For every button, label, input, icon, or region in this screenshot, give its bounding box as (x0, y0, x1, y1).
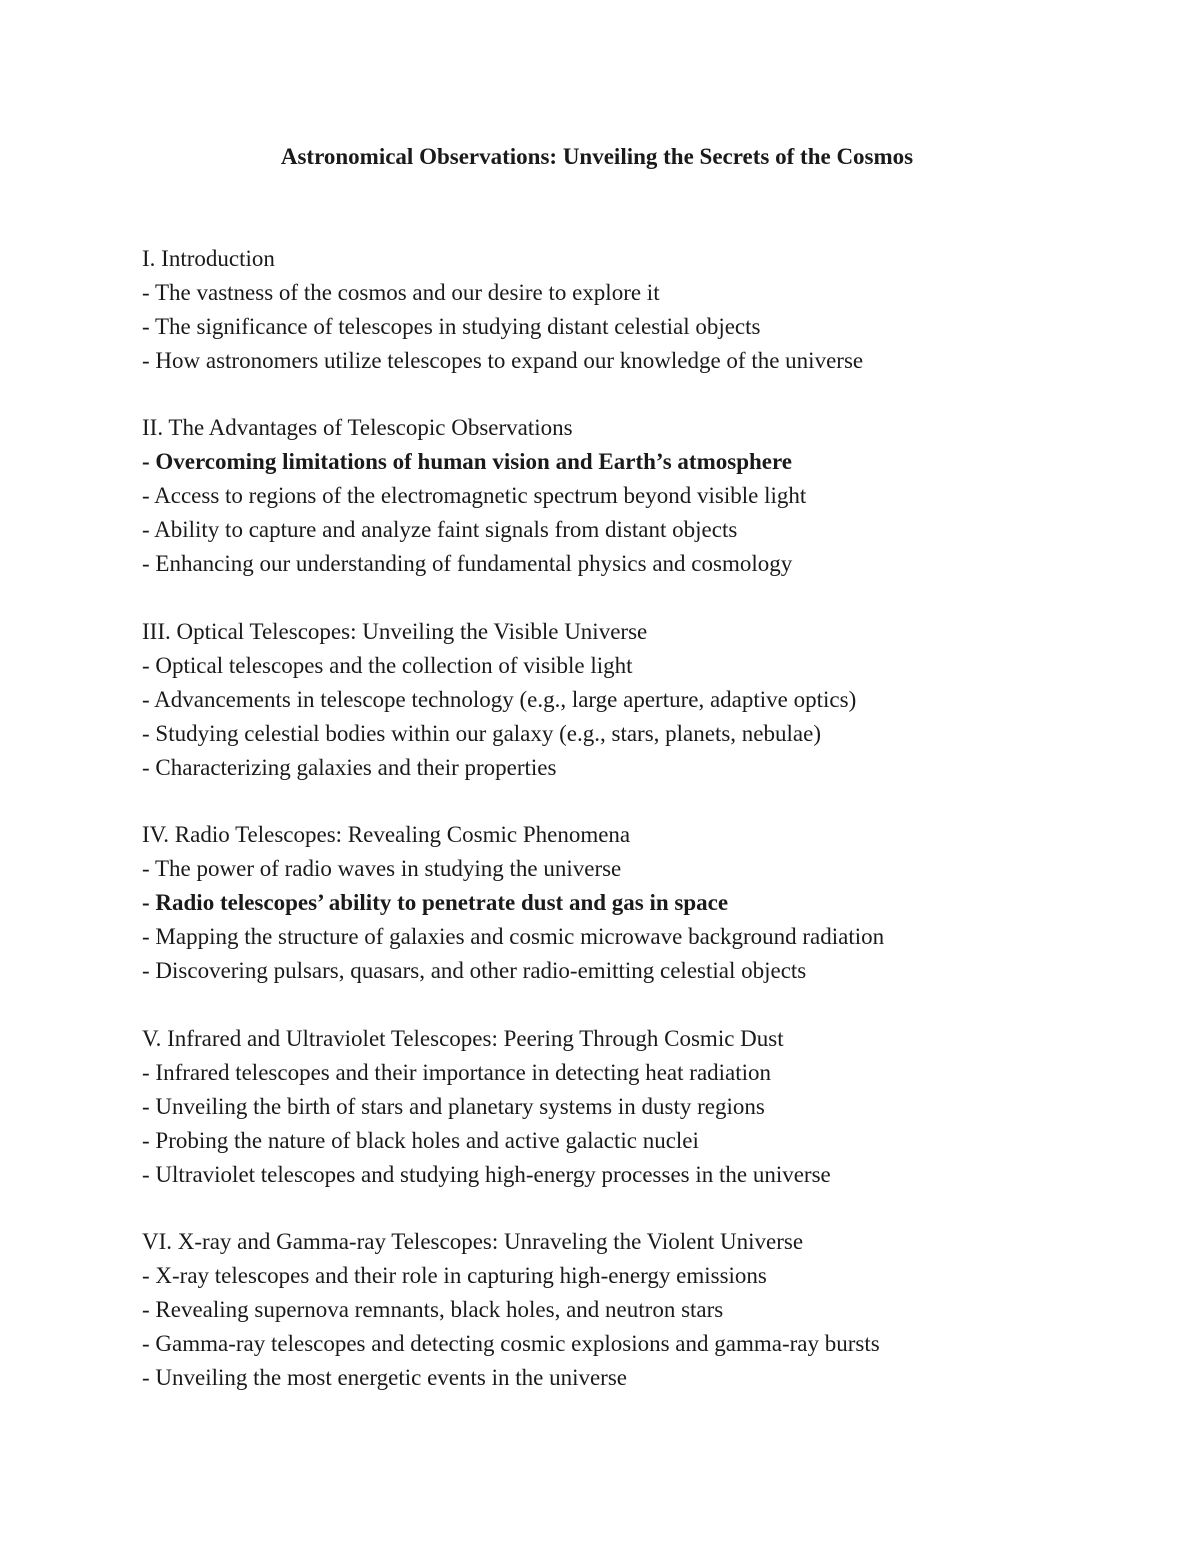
list-item: - Overcoming limitations of human vision and Earth’s atmosphere (142, 449, 792, 475)
document-title: Astronomical Observations: Unveiling the Secrets of the Cosmos (280, 144, 914, 169)
list-item: - Unveiling the birth of stars and planetary systems in dusty regions (142, 1093, 765, 1119)
list-item: - Discovering pulsars, quasars, and other radio-emitting celestial objects (142, 958, 807, 984)
section-xray-gamma (142, 1225, 1162, 1395)
list-item: - Enhancing our understanding of fundamental physics and cosmology (142, 551, 793, 577)
list-item: - X-ray telescopes and their role in capturing high-energy emissions (142, 1262, 767, 1288)
list-item: - The power of radio waves in studying the universe (142, 856, 622, 882)
list-item: - The significance of telescopes in studying distant celestial objects (142, 314, 761, 339)
section-advantages (142, 411, 1162, 581)
list-item: - Studying celestial bodies within our galaxy (e.g., stars, planets, nebulae) (142, 720, 821, 746)
list-item: - Unveiling the most energetic events in the universe (142, 1364, 627, 1390)
section-infrared-ultraviolet (142, 1022, 1162, 1192)
list-item: - Characterizing galaxies and their properties (142, 754, 557, 780)
list-item: - Gamma-ray telescopes and detecting cosmic explosions and gamma-ray bursts (142, 1330, 880, 1356)
list-item: - Optical telescopes and the collection of visible light (142, 652, 633, 678)
section-heading: V. Infrared and Ultraviolet Telescopes: Peering Through Cosmic Dust (142, 1025, 784, 1051)
list-item: - How astronomers utilize telescopes to expand our knowledge of the universe (142, 348, 864, 373)
section-heading: VI. X-ray and Gamma-ray Telescopes: Unraveling the Violent Universe (142, 1228, 804, 1254)
list-item: - Advancements in telescope technology (e.g., large aperture, adaptive optics) (142, 686, 857, 712)
list-item: - Ultraviolet telescopes and studying high-energy processes in the universe (142, 1161, 831, 1187)
section-heading: III. Optical Telescopes: Unveiling the Visible Universe (142, 618, 648, 644)
list-item: - The vastness of the cosmos and our desire to explore it (142, 280, 660, 305)
section-heading: IV. Radio Telescopes: Revealing Cosmic Phenomena (142, 822, 631, 848)
section-heading: II. The Advantages of Telescopic Observations (142, 415, 573, 441)
list-item: - Radio telescopes’ ability to penetrate dust and gas in space (142, 890, 729, 916)
section-radio-telescopes (142, 818, 1162, 988)
section-introduction (142, 242, 1162, 378)
list-item: - Access to regions of the electromagnetic spectrum beyond visible light (142, 483, 807, 509)
list-item: - Infrared telescopes and their importance in detecting heat radiation (142, 1059, 772, 1085)
list-item: - Mapping the structure of galaxies and cosmic microwave background radiation (142, 924, 885, 950)
list-item: - Revealing supernova remnants, black holes, and neutron stars (142, 1296, 724, 1322)
list-item: - Ability to capture and analyze faint signals from distant objects (142, 517, 738, 543)
section-heading: I. Introduction (142, 246, 275, 271)
section-optical-telescopes (142, 615, 1162, 785)
list-item: - Probing the nature of black holes and active galactic nuclei (142, 1127, 699, 1153)
document-body (142, 242, 1162, 1428)
